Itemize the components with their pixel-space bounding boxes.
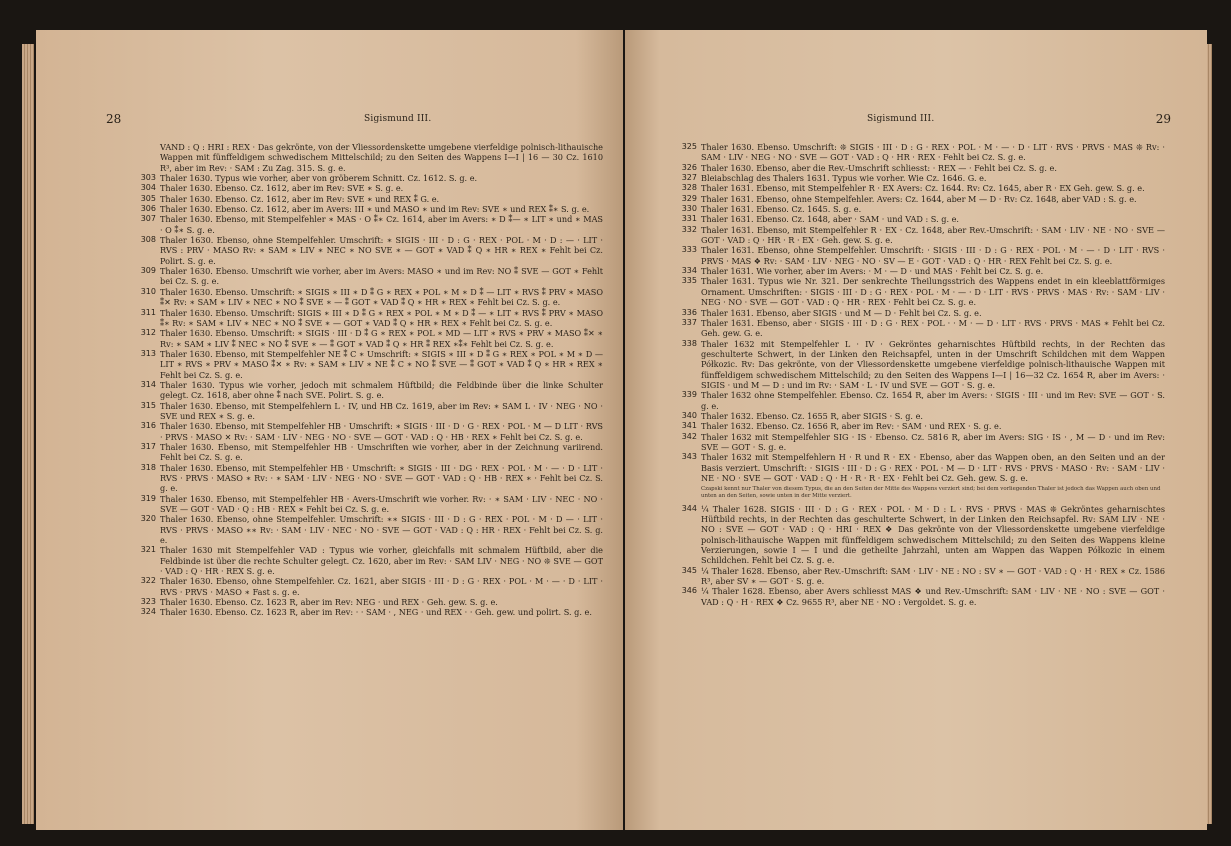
catalog-entry (677, 276, 1165, 307)
catalog-entry (136, 173, 603, 183)
catalog-entry (677, 194, 1165, 204)
entry-number: 345 (681, 565, 697, 575)
right-page (625, 30, 1207, 830)
entry-text: Thaler 1630. Ebenso, mit Stempelfehler HB · Umschrift: ∗ SIGIS · III · D · G · REX · POL · M — D LIT · RVS · PRVS · MASO ✕ Rv: · SAM · LIV · NEG · NO · SVE — GOT · VAD : Q · HB · REX ∗ Fehlt bei Cz. S. g. e. (160, 421, 603, 442)
entry-number: 314 (140, 379, 156, 389)
entry-number: 310 (140, 286, 156, 296)
entry-text: Thaler 1632 mit Stempelfehler SIG · IS · Ebenso. Cz. 5816 R, aber im Avers: SIG · IS · , M — D · und im Rev: SVE — GOT · S. g. e. (701, 431, 1165, 452)
entry-number: 346 (681, 586, 697, 596)
entry-text: Thaler 1630. Ebenso, mit Stempelfehlern L · IV, und HB Cz. 1619, aber im Rev: ∗ SAM L · IV · NEG · NO · SVE und REX ∗ S. g. e. (160, 400, 603, 421)
entry-number: 313 (140, 348, 156, 358)
entry-text: Thaler 1632. Ebenso. Cz. 1656 R, aber im Rev: · SAM · und REX · S. g. e. (701, 421, 1002, 432)
right-entries-after (677, 504, 1165, 607)
left-page (36, 30, 623, 830)
catalog-entry (136, 380, 603, 401)
entry-text: Thaler 1630. Ebenso. Cz. 1612, aber im Avers: III ∗ und MASO ∗ und im Rev: SVE ∗ und REX ⁑∗ S. g. e. (160, 204, 590, 215)
catalog-entry (677, 183, 1165, 193)
catalog-entry (677, 214, 1165, 224)
catalog-entry (136, 142, 603, 173)
entry-number: 307 (140, 214, 156, 224)
entry-text: Thaler 1631. Ebenso, mit Stempelfehler R · EX · Cz. 1648, aber Rev.-Umschrift: · SAM · LIV · NE · NO · SVE — GOT · VAD : Q · HR · R · EX · Geh. gew. S. g. e. (701, 224, 1165, 246)
catalog-entry (136, 287, 603, 308)
catalog-entry (136, 266, 603, 287)
entry-text: Thaler 1630. Ebenso, mit Stempelfehler HB · Avers-Umschrift wie vorher. Rv: · ∗ SAM · LIV · NEC · NO · SVE — GOT · VAD · Q : HB · REX ∗ Fehlt bei Cz. S. g. e. (160, 493, 603, 515)
entry-text: Thaler 1630. Ebenso, mit Stempelfehler NE ⁑ C ∗ Umschrift: ∗ SIGIS ∗ III ∗ D ⁑ G ∗ REX ∗ POL ∗ M ∗ D — LIT ∗ RVS ∗ PRV ∗ MASO ⁑✕ ∗ Rv: ∗ SAM ∗ LIV ∗ NE ⁑ C ∗ NO ⁑ SVE — ⁑ GOT ∗ VAD ⁑ Q ∗ HR ∗ REX ∗ Fehlt bei Cz. S. g. e. (160, 348, 603, 380)
entry-number: 325 (681, 142, 697, 151)
entry-text: Thaler 1630. Ebenso, ohne Stempelfehler. Umschrift: ∗∗ SIGIS · III · D : G · REX · POL · M · D — · LIT · RVS · PRVS · MASO ∗∗ Rv: · SAM · LIV · NEC · NO · SVE — GOT · VAD : Q : HR · REX · Fehlt bei Cz. S. g. e. (160, 514, 603, 546)
entry-text: Thaler 1631. Ebenso, ohne Stempelfehler. Umschrift: · SIGIS · III · D : G · REX · POL · M · — · D · LIT · RVS · PRVS · MAS ❖ Rv: · SAM · LIV · NEG · NO · SV — E · GOT · VAD : Q · HR · REX Fehlt bei Cz. S. g. e. (701, 245, 1165, 266)
entry-number: 308 (140, 235, 156, 245)
entry-text: Thaler 1630. Typus wie vorher, jedoch mit schmalem Hüftbild; die Feldbinde über die linke Schulter gelegt. Cz. 1618, aber ohne ⁑ nach SVE. Polirt. S. g. e. (160, 379, 603, 401)
entry-number: 306 (140, 204, 156, 214)
entry-text: Thaler 1631. Ebenso. Cz. 1645. S. g. e. (701, 204, 862, 215)
entry-number: 341 (681, 421, 697, 431)
entry-text: Thaler 1630. Ebenso. Cz. 1623 R, aber im Rev: · · SAM · , NEG · und REX · · Geh. gew. und polirt. S. g. e. (160, 607, 592, 618)
entry-text: Thaler 1631. Ebenso. Cz. 1648, aber · SAM · und VAD : S. g. e. (701, 214, 960, 225)
catalog-entry (136, 214, 603, 235)
catalog-entry (677, 452, 1165, 483)
entry-number: 321 (140, 545, 156, 555)
entry-text: Thaler 1632 ohne Stempelfehler. Ebenso. Cz. 1654 R, aber im Avers: · SIGIS · III · und im Rev: SVE — GOT · S. g. e. (701, 390, 1165, 411)
right-running-head: Sigismund III. (867, 114, 935, 124)
catalog-entry (136, 576, 603, 597)
entry-text: Thaler 1632. Ebenso. Cz. 1655 R, aber SIGIS · S. g. e. (701, 410, 923, 421)
catalog-entry (136, 442, 603, 463)
catalog-entry (677, 173, 1165, 183)
entry-text: Thaler 1631. Wie vorher, aber im Avers: · M · — D · und MAS · Fehlt bei Cz. S. g. e. (701, 266, 1044, 277)
catalog-entry (136, 308, 603, 329)
catalog-entry (136, 597, 603, 607)
catalog-entry (677, 163, 1165, 173)
catalog-entry (136, 607, 603, 617)
entry-number: 309 (140, 266, 156, 276)
left-page-number: 28 (106, 112, 122, 126)
entry-text: Thaler 1630. Typus wie vorher, aber von gröberem Schnitt. Cz. 1612. S. g. e. (160, 173, 478, 184)
entry-text: Bleiabschlag des Thalers 1631. Typus wie vorher. Wie Cz. 1646. G. e. (701, 173, 987, 184)
entry-text: Thaler 1632 mit Stempelfehlern H · R und R · EX · Ebenso, aber das Wappen oben, an den Seiten und an der Basis verziert. Umschrift: · SIGIS · III · D : G · REX · POL · M — D · LIT · RVS · PRVS · MASO · Rv: · SAM · LIV · NE · NO · SVE — GOT · VAD : Q · H · R · R · EX · Fehlt bei Cz. Geh. gew. S. g. e. (701, 452, 1165, 483)
entry-number: 339 (681, 390, 697, 400)
entry-text: Thaler 1630 mit Stempelfehler VAD : Typus wie vorher, gleichfalls mit schmalem Hüftbild, aber die Feldbinde ist über die rechte Schulter gelegt. Cz. 1620, aber im Rev: · SAM LIV · NEG · NO ❊ SVE — GOT · VAD : Q · HR · REX S. g. e. (160, 545, 603, 577)
entry-number: 331 (681, 214, 697, 224)
entry-number: 312 (140, 328, 156, 338)
entry-text: Thaler 1631. Ebenso, ohne Stempelfehler. Avers: Cz. 1644, aber M — D · Rv: Cz. 1648, aber VAD : S. g. e. (701, 193, 1137, 204)
catalog-entry (677, 390, 1165, 411)
entry-text: ¼ Thaler 1628. Ebenso, aber Rev.-Umschrift: SAM · LIV · NE : NO : SV ∗ — GOT · VAD : Q · H · REX ∗ Cz. 1586 R³, aber SV ∗ — GOT · S. g. e. (701, 565, 1165, 586)
entry-text: Thaler 1631. Ebenso, aber · SIGIS · III · D : G · REX · POL · · M · — D · LIT · RVS · PRVS · MAS ∗ Fehlt bei Cz. Geh. gew. G. e. (701, 317, 1165, 339)
entry-text: Thaler 1630. Ebenso. Cz. 1612, aber im Rev: SVE ∗ S. g. e. (160, 183, 404, 194)
entry-text: Thaler 1631. Ebenso, aber SIGIS · und M — D · Fehlt bei Cz. S. g. e. (701, 307, 982, 318)
left-running-head: Sigismund III. (364, 114, 432, 124)
left-page-edges (22, 44, 34, 824)
catalog-entry (677, 421, 1165, 431)
entry-number: 315 (140, 400, 156, 410)
catalog-entry (677, 245, 1165, 266)
entry-number: 343 (681, 452, 697, 462)
entry-text: ¼ Thaler 1628. SIGIS · III · D : G · REX · POL · M · D : L · RVS · PRVS · MAS ❊ Gekröntes geharnischtes Hüftbild rechts, in der Rechten das geschulterte Schwert, in der Linken den Reichsapfel. Rv: SAM LIV · NE · NO : SVE — GOT · VAD : Q · HRI · REX ❖ Das gekrönte von der Vliessordenskette umgebene vierfeldige polnisch-lithauische Wappen mit fünffeldigem schwedischem Mittelschild; zu den Seiten des Wappens kleine Verzierungen, sowie I — I und die getheilte Jahrzahl, unten am Wappen das Wappen Półkozic in einem Schildchen. Fehlt bei Cz. S. g. e. (701, 503, 1165, 566)
left-page-header (106, 112, 603, 130)
entry-text: VAND : Q : HRI : REX · Das gekrönte, von der Vliessordenskette umgebene vierfeldige polnisch-lithauische Wappen mit fünffeldigem schwedischem Mittelschild; zu den Seiten des Wappens I—I | 16 — 30 Cz. 1610 R³, aber im Rev: · SAM : Zu Zag. 315. S. g. e. (160, 142, 603, 173)
entry-number: 322 (140, 576, 156, 586)
catalog-entry (136, 183, 603, 193)
entry-text: Thaler 1630. Ebenso. Cz. 1612, aber im Rev: SVE ∗ und REX ⁑ G. e. (160, 193, 440, 204)
entry-number: 304 (140, 183, 156, 193)
entry-number: 305 (140, 193, 156, 203)
entry-number: 336 (681, 307, 697, 317)
entry-text: Thaler 1630. Ebenso, mit Stempelfehler HB · Umschriften wie vorher, aber in der Zeichnung variirend. Fehlt bei Cz. S. g. e. (160, 441, 603, 463)
book-spread (22, 14, 1212, 834)
entry-number: 329 (681, 193, 697, 203)
entry-number: 319 (140, 493, 156, 503)
catalog-entry (677, 266, 1165, 276)
right-page-header (677, 112, 1171, 130)
entry-text: Thaler 1630. Ebenso. Umschrift: ❊ SIGIS · III · D : G · REX · POL · M · — · D · LIT · RVS · PRVS · MAS ❊ Rv: · SAM · LIV · NEG · NO · SVE — GOT · VAD : Q · HR · REX · Fehlt bei Cz. S. g. e. (701, 142, 1165, 163)
catalog-entry (136, 204, 603, 214)
entry-text: Thaler 1631. Typus wie Nr. 321. Der senkrechte Theilungsstrich des Wappens endet in ein kleeblattförmiges Ornament. Umschriften: · SIGIS · III · D : G · REX · POL · M · — · D · LIT · RVS · PRVS · MAS · Rv: · SAM · LIV · NEG · NO · SVE — GOT · VAD : Q · HR · REX · Fehlt bei Cz. S. g. e. (701, 276, 1165, 308)
entry-text: Thaler 1630. Ebenso, mit Stempelfehler ∗ MAS · O ⁑∗ Cz. 1614, aber im Avers: ∗ D ⁑— ∗ LIT ∗ und ∗ MAS · O ⁑∗ S. g. e. (160, 214, 603, 235)
catalog-entry (136, 328, 603, 349)
entry-number: 327 (681, 173, 697, 183)
entry-text: Thaler 1630. Ebenso. Umschrift: ∗ SIGIS · III · D ⁑ G ∗ REX ∗ POL ∗ MD — LIT ∗ RVS ∗ PRV ∗ MASO ⁑✕ ∗ Rv: ∗ SAM ∗ LIV ⁑ NEC ∗ NO ⁑ SVE ∗ — ⁑ GOT ∗ VAD ⁑ Q ∗ HR ⁑ REX ∗⁑∗ Fehlt bei Cz. S. g. e. (160, 328, 603, 349)
entry-number: 323 (140, 597, 156, 607)
entry-text: Thaler 1632 mit Stempelfehler L · IV · Gekröntes geharnischtes Hüftbild rechts, in der Rechten das geschulterte Schwert, in der Linken den Reichsapfel, unten in der Umschrift Schildchen mit dem Wappen Półkozic. Rv: Das gekrönte, von der Vliessordenskette umgebene vierfeldige polnisch-lithauische Wappen mit fünffeldigem schwedischem Mittelschild; zu den Seiten des Wappens I—I | 16—32 Cz. 1654 R, aber im Avers: · SIGIS · und M — D : und im Rv: · SAM · L · IV und SVE — GOT · S. g. e. (701, 338, 1165, 390)
entry-number: 337 (681, 317, 697, 327)
entry-number: 340 (681, 410, 697, 420)
entry-text: Thaler 1630. Ebenso. Umschrift: SIGIS ∗ III ∗ D ⁑ G ∗ REX ∗ POL ∗ M ∗ D ⁑ — ∗ LIT ∗ RVS ⁑ PRV ∗ MASO ⁑∗ Rv: ∗ SAM ∗ LIV ∗ NEC ∗ NO ⁑ SVE ∗ — GOT ∗ VAD ⁑ Q ∗ HR ∗ REX ∗ Fehlt bei Cz. S. g. e. (160, 307, 603, 328)
catalog-entry (677, 411, 1165, 421)
entry-text: Thaler 1630. Ebenso, aber die Rev.-Umschrift schliesst: · REX — · Fehlt bei Cz. S. g. e. (701, 162, 1057, 173)
entry-number: 303 (140, 173, 156, 183)
catalog-entry (677, 204, 1165, 214)
entry-text: Thaler 1631. Ebenso, mit Stempelfehler R · EX Avers: Cz. 1644. Rv: Cz. 1645, aber R · EX Geh. gew. S. g. e. (701, 183, 1145, 194)
entry-text: Thaler 1630. Ebenso. Cz. 1623 R, aber im Rev: NEG · und REX · Geh. gew. S. g. e. (160, 597, 498, 608)
entry-number: 330 (681, 204, 697, 214)
entry-text: Thaler 1630. Ebenso. Umschrift wie vorher, aber im Avers: MASO ∗ und im Rev: NO ⁑ SVE — GOT ∗ Fehlt bei Cz. S. g. e. (160, 266, 603, 287)
entry-number: 311 (140, 307, 156, 317)
catalog-entry (136, 494, 603, 515)
entry-number: 344 (681, 503, 697, 513)
left-entries (136, 142, 603, 618)
catalog-entry (136, 463, 603, 494)
entry-text: Thaler 1630. Ebenso. Umschrift: ∗ SIGIS ∗ III ∗ D ⁑ G ∗ REX ∗ POL ∗ M ∗ D ⁑ — LIT ∗ RVS ⁑ PRV ∗ MASO ⁑✕ Rv: ∗ SAM ∗ LIV ∗ NEC ∗ NO ⁑ SVE ∗ — ⁑ GOT ∗ VAD ⁑ Q ∗ HR ∗ REX ∗ Fehlt bei Cz. S. g. e. (160, 286, 603, 308)
catalog-entry (677, 586, 1165, 607)
catalog-entry (136, 349, 603, 380)
entry-number: 333 (681, 245, 697, 255)
catalog-entry (136, 545, 603, 576)
right-entries (677, 142, 1165, 483)
catalog-entry (136, 514, 603, 545)
entry-number: 332 (681, 224, 697, 234)
entry-number: 316 (140, 421, 156, 431)
catalog-entry (136, 194, 603, 204)
entry-text: Thaler 1630. Ebenso, ohne Stempelfehler. Umschrift: ∗ SIGIS · III · D : G · REX · POL · M · D : — · LIT · RVS : PRV · MASO Rv: ∗ SAM ∗ LIV ∗ NEC ∗ NO SVE ∗ — GOT ∗ VAD ⁑ Q ∗ HR ∗ REX ∗ Fehlt bei Cz. Polirt. S. g. e. (160, 235, 603, 266)
catalog-entry (677, 142, 1165, 163)
catalog-entry (136, 235, 603, 266)
entry-number: 338 (681, 338, 697, 348)
entry-number: 317 (140, 441, 156, 451)
entry-number: 324 (140, 607, 156, 617)
catalog-entry (677, 432, 1165, 453)
right-page-number: 29 (1155, 112, 1171, 126)
entry-number: 342 (681, 431, 697, 441)
entry-number: 320 (140, 514, 156, 524)
entry-number: 328 (681, 183, 697, 193)
entry-number: 326 (681, 162, 697, 172)
catalog-entry (677, 339, 1165, 391)
footnote: Czapski kennt nur Thaler von diesem Typus, die an den Seiten der Mitte des Wappens verziert sind; bei dem vorliegenden Thaler ist jedoch das Wappen auch oben und unten an den Seiten, sowie unten in der Mitte verziert. (701, 486, 1161, 499)
catalog-entry (136, 401, 603, 422)
entry-text: ¼ Thaler 1628. Ebenso, aber Avers schliesst MAS ❖ und Rev.-Umschrift: SAM · LIV · NE · NO : SVE — GOT · VAD : Q · H · REX ❖ Cz. 9655 R³, aber NE · NO : Vergoldet. S. g. e. (701, 586, 1165, 607)
catalog-entry (136, 421, 603, 442)
entry-text: Thaler 1630. Ebenso, ohne Stempelfehler. Cz. 1621, aber SIGIS · III · D : G · REX · POL · M · — · D · LIT · RVS · PRVS · MASO ∗ Fast s. g. e. (160, 576, 603, 597)
catalog-entry (677, 566, 1165, 587)
catalog-entry (677, 308, 1165, 318)
catalog-entry (677, 225, 1165, 246)
entry-number: 318 (140, 462, 156, 472)
entry-number: 335 (681, 276, 697, 286)
entry-text: Thaler 1630. Ebenso, mit Stempelfehler HB · Umschrift: ∗ SIGIS · III · DG · REX · POL · M · — · D · LIT · RVS · PRVS · MASO ∗ Rv: · ∗ SAM · LIV · NEG · NO · SVE — GOT · VAD : Q · HB · REX ∗ · Fehlt bei Cz. S. g. e. (160, 462, 603, 494)
catalog-entry (677, 318, 1165, 339)
entry-number: 334 (681, 266, 697, 276)
catalog-entry (677, 504, 1165, 566)
